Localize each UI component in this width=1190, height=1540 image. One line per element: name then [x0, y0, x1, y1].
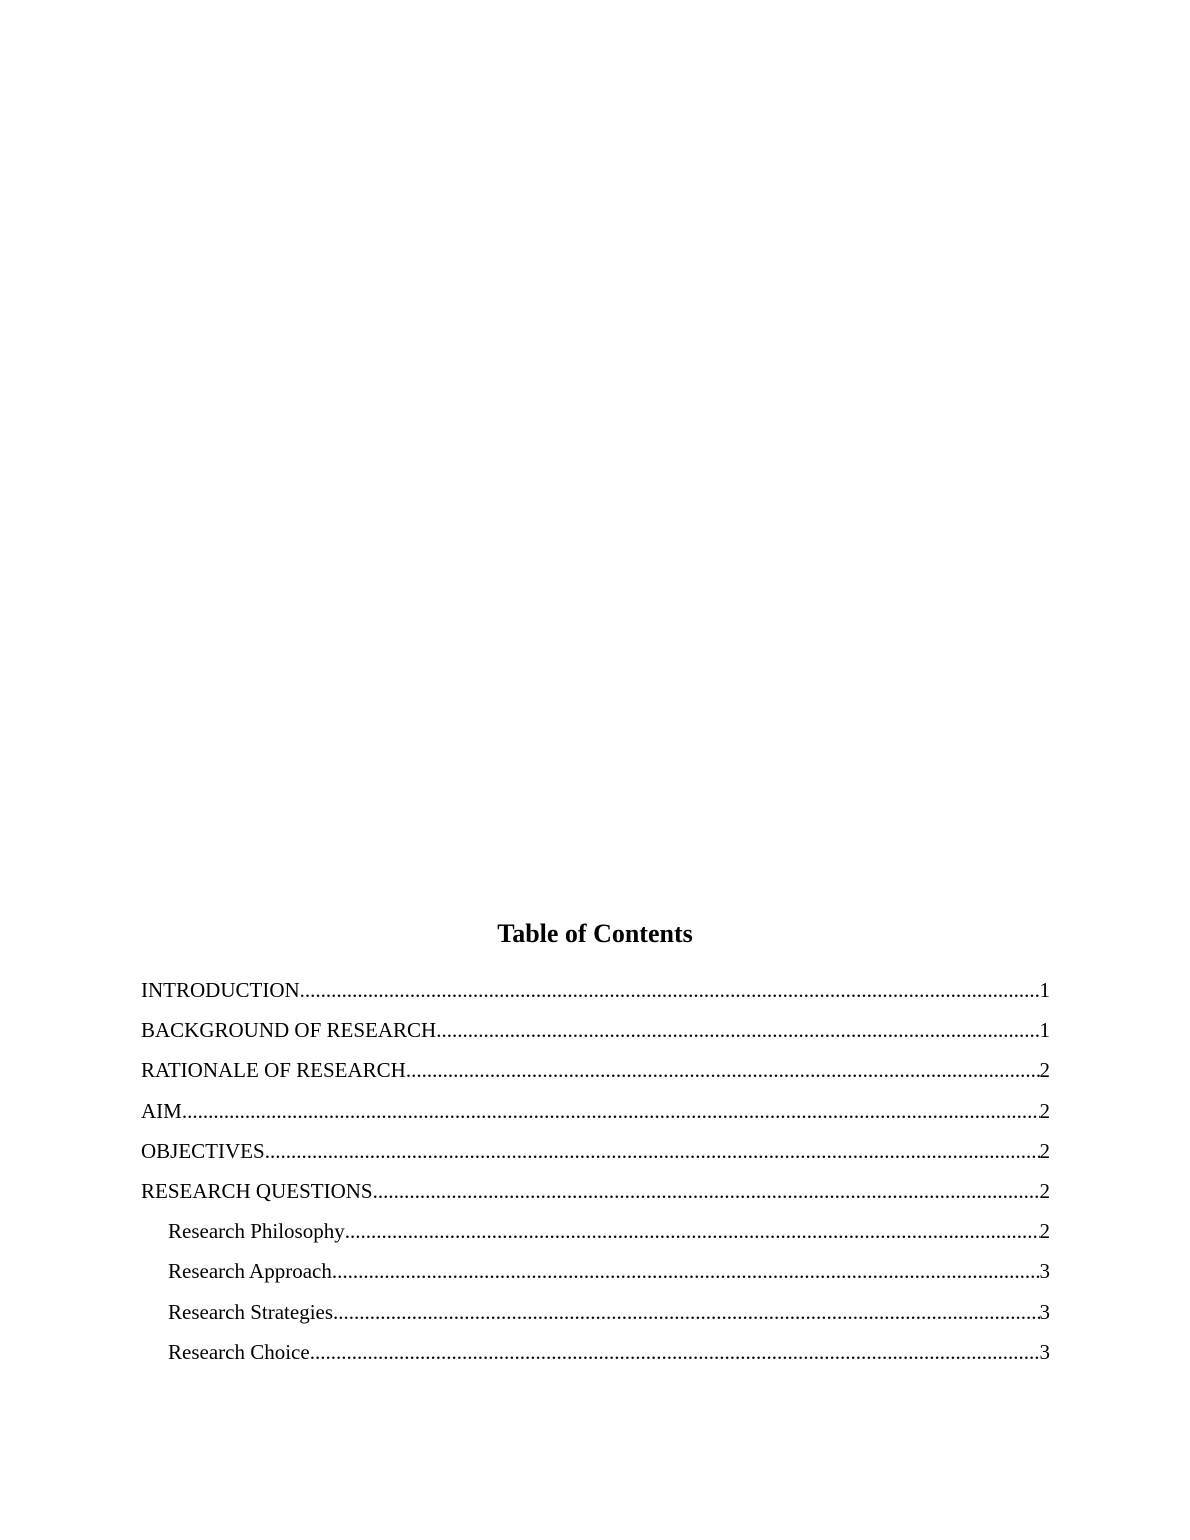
toc-entry-research-questions[interactable] [141, 1175, 1050, 1215]
toc-list [141, 974, 1050, 1376]
toc-entry-label: AIM [141, 1098, 182, 1123]
toc-entry-page: 2 [1039, 1058, 1050, 1083]
toc-entry-label: OBJECTIVES [141, 1138, 265, 1163]
toc-entry-page: 3 [1039, 1259, 1050, 1284]
toc-dot-leader [345, 1215, 1040, 1247]
toc-entry-page: 3 [1039, 1299, 1050, 1324]
toc-entry-aim[interactable] [141, 1095, 1050, 1135]
toc-dot-leader [300, 974, 1040, 1006]
toc-dot-leader [373, 1175, 1040, 1207]
toc-dot-leader [333, 1296, 1039, 1328]
toc-dot-leader [406, 1054, 1040, 1086]
toc-entry-research-approach[interactable] [141, 1255, 1050, 1295]
toc-entry-label: Research Philosophy [168, 1219, 345, 1244]
toc-entry-page: 2 [1039, 1098, 1050, 1123]
toc-entry-label: BACKGROUND OF RESEARCH [141, 1018, 437, 1043]
toc-dot-leader [332, 1255, 1040, 1287]
toc-entry-page: 1 [1039, 978, 1050, 1002]
toc-title: Table of Contents [497, 919, 693, 948]
toc-entry-label: RESEARCH QUESTIONS [141, 1178, 373, 1203]
toc-entry-background-of-research[interactable] [141, 1014, 1050, 1054]
toc-entry-research-choice[interactable] [141, 1336, 1050, 1376]
toc-entry-research-strategies[interactable] [141, 1296, 1050, 1336]
toc-dot-leader [265, 1135, 1040, 1167]
toc-entry-label: Research Approach [168, 1259, 332, 1284]
toc-entry-page: 1 [1039, 1018, 1050, 1043]
toc-entry-introduction[interactable] [141, 974, 1050, 1014]
toc-entry-label: INTRODUCTION [141, 978, 300, 1002]
toc-entry-label: Research Choice [168, 1339, 310, 1364]
toc-dot-leader [436, 1014, 1039, 1046]
toc-entry-research-philosophy[interactable] [141, 1215, 1050, 1255]
toc-entry-label: Research Strategies [168, 1299, 334, 1324]
toc-entry-page: 2 [1039, 1178, 1050, 1203]
toc-entry-objectives[interactable] [141, 1135, 1050, 1175]
toc-entry-page: 3 [1039, 1339, 1050, 1364]
toc-dot-leader [182, 1095, 1040, 1127]
toc-entry-label: RATIONALE OF RESEARCH [141, 1058, 406, 1083]
toc-dot-leader [310, 1336, 1040, 1368]
toc-entry-page: 2 [1039, 1138, 1050, 1163]
toc-entry-rationale-of-research[interactable] [141, 1054, 1050, 1094]
toc-entry-page: 2 [1039, 1219, 1050, 1244]
